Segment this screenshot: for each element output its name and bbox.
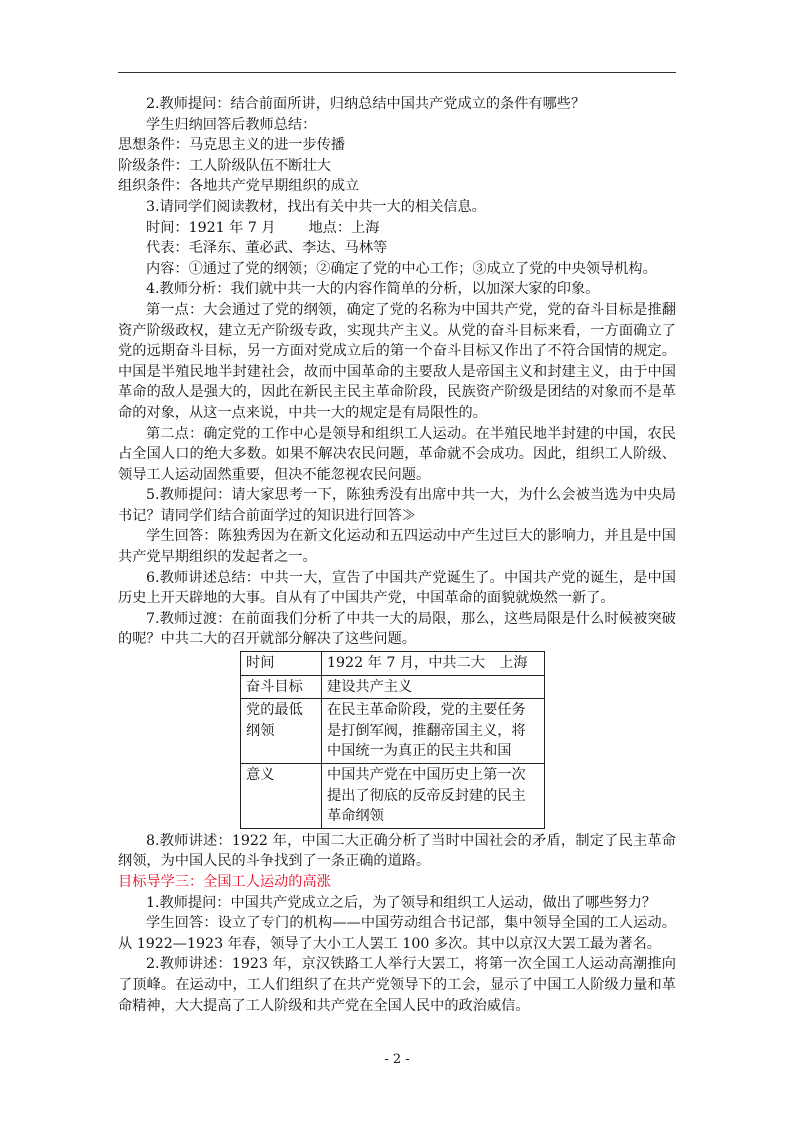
- table-row: [241, 652, 545, 676]
- table-label-cell: 时间: [241, 652, 322, 676]
- paragraph: 7.教师过渡：在前面我们分析了中共一大的局限，那么，这些局限是什么时候被突破的呢？中共二大的召开就部分解决了这些问题。: [118, 610, 676, 648]
- table-value-cell: 在民主革命阶段，党的主要任务是打倒军阀，推翻帝国主义，将中国统一为真正的民主共和国: [322, 699, 545, 764]
- table-row: [241, 699, 545, 764]
- header-rule: [118, 72, 676, 73]
- paragraph: 4.教师分析：我们就中共一大的内容作简单的分析，以加深大家的印象。: [146, 281, 600, 298]
- paragraph: 学生回答：陈独秀因为在新文化运动和五四运动中产生过巨大的影响力，并且是中国共产党早期组织的发起者之一。: [118, 528, 676, 566]
- paragraph: 3.请同学们阅读教材，找出有关中共一大的相关信息。: [146, 198, 486, 215]
- table-label-cell: 意义: [241, 764, 322, 829]
- table-row: [241, 764, 545, 829]
- document-body: [118, 94, 676, 1016]
- page-number: - 2 -: [384, 1052, 410, 1067]
- paragraph: 阶级条件：工人阶级队伍不断壮大: [118, 157, 331, 174]
- second-congress-table: [240, 651, 545, 829]
- paragraph: 6.教师讲述总结：中共一大，宣告了中国共产党诞生了。中国共产党的诞生，是中国历史上开天辟地的大事。自从有了中国共产党，中国革命的面貌就焕然一新了。: [118, 569, 676, 607]
- paragraph: 思想条件：马克思主义的进一步传播: [118, 137, 346, 154]
- top-paragraphs: [118, 94, 676, 650]
- table-label-cell: 党的最低纲领: [241, 699, 322, 764]
- paragraph: 2.教师提问：结合前面所讲，归纳总结中国共产党成立的条件有哪些？: [146, 96, 586, 112]
- paragraph: 时间：1921 年 7 月 地点：上海: [146, 219, 380, 236]
- bottom-paragraphs: [118, 831, 676, 1016]
- paragraph: 1.教师提问：中国共产党成立之后，为了领导和组织工人运动，做出了哪些努力？: [146, 894, 657, 911]
- paragraph: 内容：①通过了党的纲领；②确定了党的中心工作；③成立了党的中央领导机构。: [146, 260, 657, 277]
- table-value-cell: 中国共产党在中国历史上第一次提出了彻底的反帝反封建的民主革命纲领: [322, 764, 545, 829]
- paragraph: 第一点：大会通过了党的纲领，确定了党的名称为中国共产党，党的奋斗目标是推翻资产阶级政权，建立无产阶级专政，实现共产主义。从党的奋斗目标来看，一方面确立了党的远期奋斗目标，另一方面对党成立后的第一个奋斗目标又作出了不符合国情的规定。中国是半殖民地半封建社会，故而中国革命的主要敌人是帝国主义和封建主义，由于中国革命的敌人是强大的，因此在新民主民主革命阶段，民族资产阶级是团结的对象而不是革命的对象，从这一点来说，中共一大的规定是有局限性的。: [118, 301, 676, 421]
- paragraph: 第二点：确定党的工作中心是领导和组织工人运动。在半殖民地半封建的中国，农民占全国人口的绝大多数。如果不解决农民问题，革命就不会成功。因此，组织工人阶级、领导工人运动固然重要，但决不能忽视农民问题。: [118, 425, 676, 483]
- table-value-cell: 1922 年 7 月，中共二大 上海: [322, 652, 545, 676]
- paragraph: 5.教师提问：请大家思考一下，陈独秀没有出席中共一大，为什么会被当选为中央局书记？请同学们结合前面学过的知识进行回答≫: [118, 487, 676, 524]
- paragraph: 2.教师讲述：1923 年，京汉铁路工人举行大罢工，将第一次全国工人运动高潮推向了顶峰。在运动中，工人们组织了在共产党领导下的工会，显示了中国工人阶级力量和革命精神，大大提高了工人阶级和共产党在全国人民中的政治威信。: [118, 956, 676, 1014]
- table-value-cell: 建设共产主义: [322, 675, 545, 699]
- paragraph: 学生归纳回答后教师总结：: [146, 116, 317, 133]
- paragraph: 8.教师讲述：1922 年，中国二大正确分析了当时中国社会的矛盾，制定了民主革命纲领，为中国人民的斗争找到了一条正确的道路。: [118, 832, 676, 870]
- paragraph: 代表：毛泽东、董必武、李达、马林等: [146, 240, 388, 257]
- table-label-cell: 奋斗目标: [241, 675, 322, 699]
- table-row: [241, 675, 545, 699]
- section-heading: 目标导学三：全国工人运动的高涨: [118, 873, 331, 890]
- paragraph: 组织条件：各地共产党早期组织的成立: [118, 178, 360, 195]
- paragraph: 学生回答：设立了专门的机构——中国劳动组合书记部，集中领导全国的工人运动。从 1922—1923 年春，领导了大小工人罢工 100 多次。其中以京汉大罢工最为著名。: [118, 915, 676, 952]
